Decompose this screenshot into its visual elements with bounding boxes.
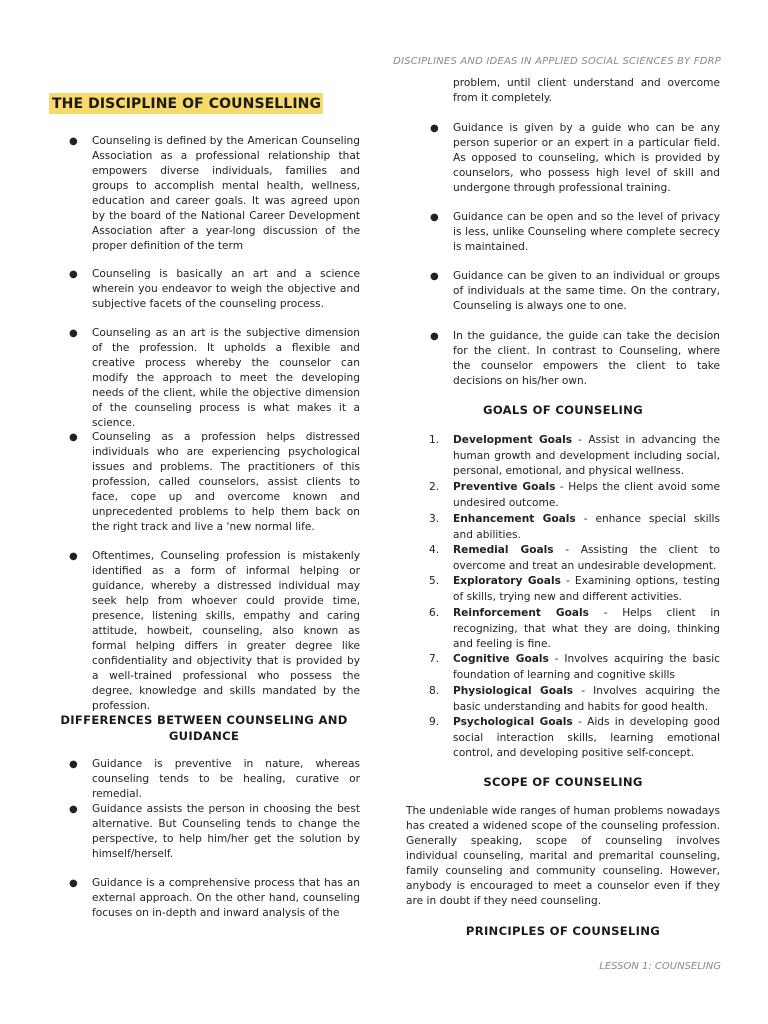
section-heading-scope: SCOPE OF COUNSELING [483, 775, 643, 789]
goal-description: - enhance special skills and abilities. [453, 513, 720, 541]
goal-description: - Involves acquiring the basic understanding and habits for good health. [453, 685, 721, 713]
bullet-icon: ● [430, 212, 439, 223]
bullet-icon: ● [430, 271, 439, 282]
bullet-icon: ● [69, 878, 78, 889]
goal-item [429, 480, 720, 511]
list-item: ● Guidance is a comprehensive process that has an external approach. On the other hand, counseling focuses on in-depth and inward analysis of the [69, 877, 360, 919]
goal-description: - Helps the client avoid some undesired outcome. [453, 481, 720, 509]
page-title: THE DISCIPLINE OF COUNSELLING [49, 93, 323, 114]
section-heading-differences: DIFFERENCES BETWEEN COUNSELING AND GUIDANCE [60, 713, 348, 743]
goal-item [429, 606, 721, 653]
list-item: ● Guidance can be given to an individual or groups of individuals at the same time. On the contrary, Counseling is always one to one. [430, 270, 720, 312]
goal-description: - Involves acquiring the basic foundation of learning and cognitive skills [453, 653, 721, 681]
list-item: ● Guidance is preventive in nature, whereas counseling tends to be healing, curative or remedial. [69, 758, 360, 800]
list-item: ● Guidance is given by a guide who can be any person superior or an expert in a particular field. As opposed to counseling, which is provided by counselors, who possess high level of skill and undergone through professional training. [430, 122, 720, 194]
goal-item [429, 684, 721, 715]
bullet-icon: ● [69, 136, 78, 147]
list-item: ● Counseling is defined by the American Counseling Association as a professional relationship that empowers diverse individuals, families and groups to accomplish mental health, wellness, education and career goals. It was agreed upon by the board of the National Career Development Association after a year-long discussion of the proper definition of the term [69, 135, 360, 252]
goal-description: - Assist in advancing the human growth and development including social, personal, emotional, and physical wellness. [453, 434, 720, 477]
list-item: ● Guidance assists the person in choosing the best alternative. But Counseling tends to change the perspective, to help him/her get the solution by himself/herself. [69, 803, 360, 860]
bullet-icon: ● [69, 551, 78, 562]
goal-description: - Helps client in recognizing, that what they are doing, thinking and feeling is fine. [453, 607, 721, 650]
list-item-continuation: problem, until client understand and overcome from it completely. [453, 77, 720, 104]
bullet-icon: ● [69, 328, 78, 339]
goal-number: 7. [429, 653, 440, 665]
running-footer: LESSON 1: COUNSELING [599, 961, 721, 972]
goal-item [429, 512, 720, 543]
goal-item [429, 715, 720, 762]
bullet-icon: ● [69, 759, 78, 770]
list-item: ● Counseling is basically an art and a science wherein you endeavor to weigh the objective and subjective facets of the counseling process. [69, 268, 360, 310]
goal-number: 4. [429, 544, 440, 556]
bullet-icon: ● [69, 269, 78, 280]
goal-item [429, 574, 721, 605]
goal-number: 8. [429, 685, 440, 697]
goal-description: - Assisting the client to overcome and treat an undesirable development. [453, 544, 721, 572]
goal-number: 6. [429, 607, 440, 619]
goal-description: - Aids in developing good social interaction skills, learning emotional control, and developing positive self-concept. [453, 716, 720, 759]
goal-term: Physiological Goals [453, 685, 574, 697]
goal-term: Exploratory Goals [453, 575, 561, 587]
goal-item [429, 543, 721, 574]
goal-term: Enhancement Goals [453, 513, 576, 525]
section-heading-goals: GOALS OF COUNSELING [483, 403, 643, 417]
goal-item [429, 652, 721, 683]
section-heading-principles: PRINCIPLES OF COUNSELING [465, 924, 661, 938]
goal-term: Preventive Goals [453, 481, 556, 493]
goal-term: Psychological Goals [453, 716, 573, 728]
list-item: ● Counseling as a profession helps distressed individuals who are experiencing psychological issues and problems. The practitioners of this profession, called counselors, assist clients to face, cope up and overcome known and unprecedented problems to help them back on the right track and live a 'new normal life. [69, 431, 360, 533]
running-header: DISCIPLINES AND IDEAS IN APPLIED SOCIAL SCIENCES BY FDRP [393, 56, 721, 67]
list-item: ● Oftentimes, Counseling profession is mistakenly identified as a form of informal helping or guidance, whereby a distressed individual may seek help from whoever could provide time, presence, listening skills, empathy and caring attitude, howbeit, counseling, also known as formal helping differs in greater degree like confidentiality and objectivity that is provided by a well-trained professional who possess the degree, knowledge and skills mandated by the profession. [69, 550, 360, 712]
list-item: ● Counseling as an art is the subjective dimension of the profession. It upholds a flexible and creative process whereby the counselor can modify the approach to meet the developing needs of the client, while the objective dimension of the counseling process is what makes it a science. [69, 327, 360, 429]
list-item: ● In the guidance, the guide can take the decision for the client. In contrast to Counseling, where the counselor empowers the client to take decisions on his/her own. [430, 330, 720, 387]
goal-term: Remedial Goals [453, 544, 554, 556]
bullet-icon: ● [69, 804, 78, 815]
goal-term: Development Goals [453, 434, 573, 446]
bullet-icon: ● [430, 331, 439, 342]
goal-term: Cognitive Goals [453, 653, 549, 665]
goal-number: 5. [429, 575, 440, 587]
goal-number: 9. [429, 716, 440, 728]
bullet-icon: ● [430, 123, 439, 134]
goal-item [429, 433, 720, 480]
bullet-icon: ● [69, 432, 78, 443]
goal-number: 1. [429, 434, 440, 446]
goal-number: 3. [429, 513, 440, 525]
goal-term: Reinforcement Goals [453, 607, 589, 619]
scope-paragraph: The undeniable wide ranges of human problems nowadays has created a widened scope of the counseling profession. Generally speaking, scope of counseling involves individual counseling, marital and premarital counseling, family counseling and community counseling. However, anybody is encouraged to meet a counselor even if they are in doubt if they need counseling. [406, 805, 720, 907]
goal-number: 2. [429, 481, 440, 493]
list-item: ● Guidance can be open and so the level of privacy is less, unlike Counseling where complete secrecy is maintained. [430, 211, 720, 253]
goal-description: - Examining options, testing of skills, trying new and different activities. [453, 575, 721, 603]
